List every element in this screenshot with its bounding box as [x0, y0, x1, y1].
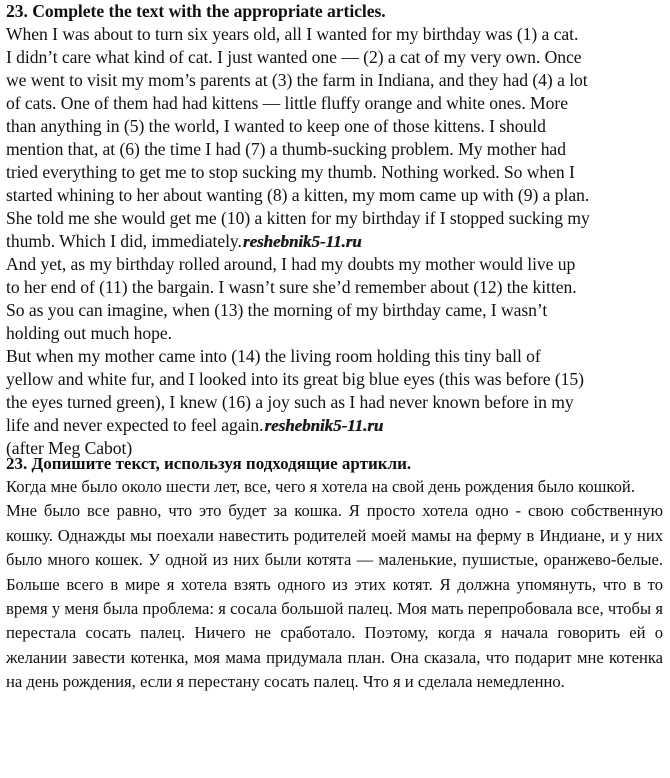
text-line: the eyes turned green), I knew (16) a joy such as I had never known before in my	[6, 392, 574, 412]
text-line: started whining to her about wanting (8) a kitten, my mom came up with (9) a plan.	[6, 185, 590, 205]
russian-translation	[6, 452, 663, 695]
attribution: (after Meg Cabot)	[6, 438, 133, 458]
paragraph: Мне было все равно, что это будет за кошка. Я просто хотела одно - свою собственную кошку. Однажды мы поехали навестить родителей моей мамы на ферму в Индиане, и у них было много кошек. У одной из них были котята — маленькие, пушистые, оранжево-белые. Больше всего в мире я хотела взять одного из этих котят. Я должна упомянуть, что в то время у меня была проблема: я сосала большой палец. Моя мать перепробовала все, чтобы я перестала сосать палец. Ничего не сработало. Поэтому, когда я начала говорить ей о желании завести котенка, моя мама придумала план. Она сказала, что подарит мне котенка на день рождения, если я перестану сосать палец. Что я и сделала немедленно.	[6, 501, 663, 692]
text-line: But when my mother came into (14) the living room holding this tiny ball of	[6, 346, 541, 366]
watermark: reshebnik5-11.ru	[242, 232, 362, 251]
text-line: of cats. One of them had had kittens — little fluffy orange and white ones. More	[6, 93, 568, 113]
text-line: tried everything to get me to stop sucking my thumb. Nothing worked. So when I	[6, 162, 575, 182]
english-exercise-title: 23. Complete the text with the appropriate articles.	[6, 1, 386, 21]
text-line: I didn’t care what kind of cat. I just wanted one — (2) a cat of my very own. Once	[6, 47, 582, 67]
text-line: holding out much hope.	[6, 323, 173, 343]
russian-exercise-title: 23. Допишите текст, используя подходящие артикли.	[6, 454, 412, 473]
text-line: mention that, at (6) the time I had (7) a thumb-sucking problem. My mother had	[6, 139, 566, 159]
text-line: And yet, as my birthday rolled around, I had my doubts my mother would live up	[6, 254, 576, 274]
text-line	[6, 230, 668, 253]
text-line	[6, 414, 668, 437]
watermark: reshebnik5-11.ru	[264, 416, 384, 435]
text-line: to her end of (11) the bargain. I wasn’t sure she’d remember about (12) the kitten.	[6, 277, 577, 297]
text-line: we went to visit my mom’s parents at (3) the farm in Indiana, and they had (4) a lot	[6, 70, 588, 90]
text-line: than anything in (5) the world, I wanted to keep one of those kittens. I should	[6, 116, 546, 136]
text-line: So as you can imagine, when (13) the morning of my birthday came, I wasn’t	[6, 300, 548, 320]
text-line-content: thumb. Which I did, immediately.	[6, 231, 242, 251]
english-exercise	[6, 0, 668, 460]
text-line: yellow and white fur, and I looked into its great big blue eyes (this was before (15)	[6, 369, 584, 389]
text-line-content: life and never expected to feel again.	[6, 415, 264, 435]
paragraph: Когда мне было около шести лет, все, чего я хотела на свой день рождения было кошкой.	[6, 477, 635, 496]
text-line: She told me she would get me (10) a kitten for my birthday if I stopped sucking my	[6, 208, 590, 228]
text-line: When I was about to turn six years old, all I wanted for my birthday was (1) a cat.	[6, 24, 579, 44]
